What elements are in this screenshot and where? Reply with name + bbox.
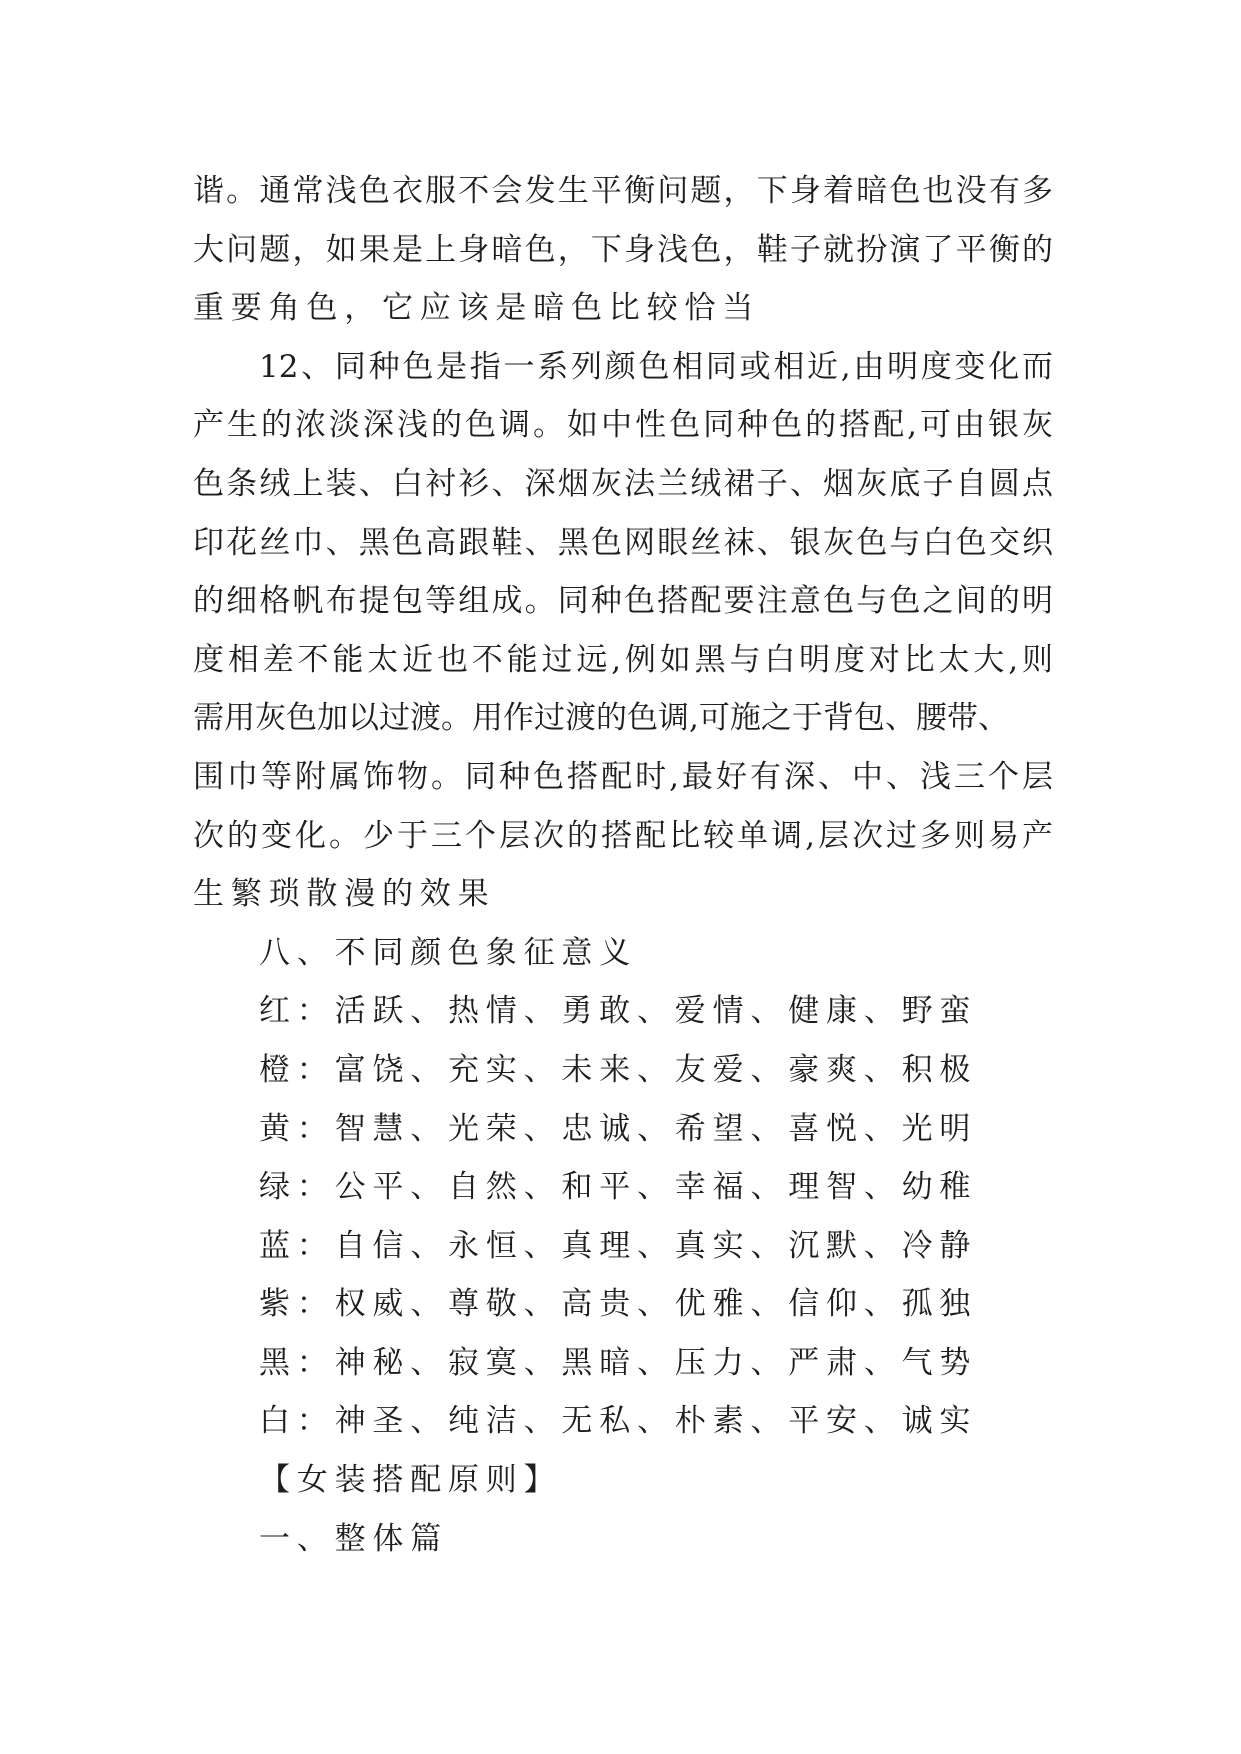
text-line: 谐。通常浅色衣服不会发生平衡问题，下身着暗色也没有多 [193,173,1053,209]
color-meaning-item: 蓝：自信、永恒、真理、真实、沉默、冷静 [259,1227,978,1264]
text-line: 印花丝巾、黑色高跟鞋、黑色网眼丝袜、银灰色与白色交织 [193,524,1053,561]
text-line: 产生的浓淡深浅的色调。如中性色同种色的搭配,可由银灰 [193,407,1053,444]
color-meaning-item: 绿：公平、自然、和平、幸福、理智、幼稚 [259,1169,978,1206]
section-heading: 八、不同颜色象征意义 [259,934,637,971]
subsection-heading: 一、整体篇 [259,1520,448,1557]
text-line: 12、同种色是指一系列颜色相同或相近,由明度变化而 [259,348,1053,385]
color-meaning-item: 黑：神秘、寂寞、黑暗、压力、严肃、气势 [259,1344,978,1381]
color-meaning-item: 黄：智慧、光荣、忠诚、希望、喜悦、光明 [259,1110,978,1147]
color-meaning-item: 紫：权威、尊敬、高贵、优雅、信仰、孤独 [259,1286,978,1323]
text-line: 围巾等附属饰物。同种色搭配时,最好有深、中、浅三个层 [193,758,1053,795]
document-body [193,162,1053,1568]
text-line: 度相差不能太近也不能过远,例如黑与白明度对比太大,则 [193,641,1053,678]
text-line: 需用灰色加以过渡。用作过渡的色调,可施之于背包、腰带、 [193,700,1009,737]
text-line: 色条绒上装、白衬衫、深烟灰法兰绒裙子、烟灰底子自圆点 [193,465,1053,502]
text-line: 次的变化。少于三个层次的搭配比较单调,层次过多则易产 [193,817,1053,854]
paragraph-same-color [193,338,1053,924]
color-meaning-item: 白：神圣、纯洁、无私、朴素、平安、诚实 [259,1403,978,1440]
subsection-title: 【女装搭配原则】 [259,1462,562,1499]
text-line: 重要角色，它应该是暗色比较恰当 [193,290,760,327]
paragraph-balance [193,162,1053,338]
color-meaning-item: 红：活跃、热情、勇敢、爱情、健康、野蛮 [259,993,978,1030]
text-line: 的细格帆布提包等组成。同种色搭配要注意色与色之间的明 [193,583,1053,620]
color-meaning-list [193,982,1053,1451]
color-meaning-item: 橙：富饶、充实、未来、友爱、豪爽、积极 [259,1051,978,1088]
text-line: 生繁琐散漫的效果 [193,876,496,913]
text-line: 大问题，如果是上身暗色，下身浅色，鞋子就扮演了平衡的 [193,231,1053,268]
